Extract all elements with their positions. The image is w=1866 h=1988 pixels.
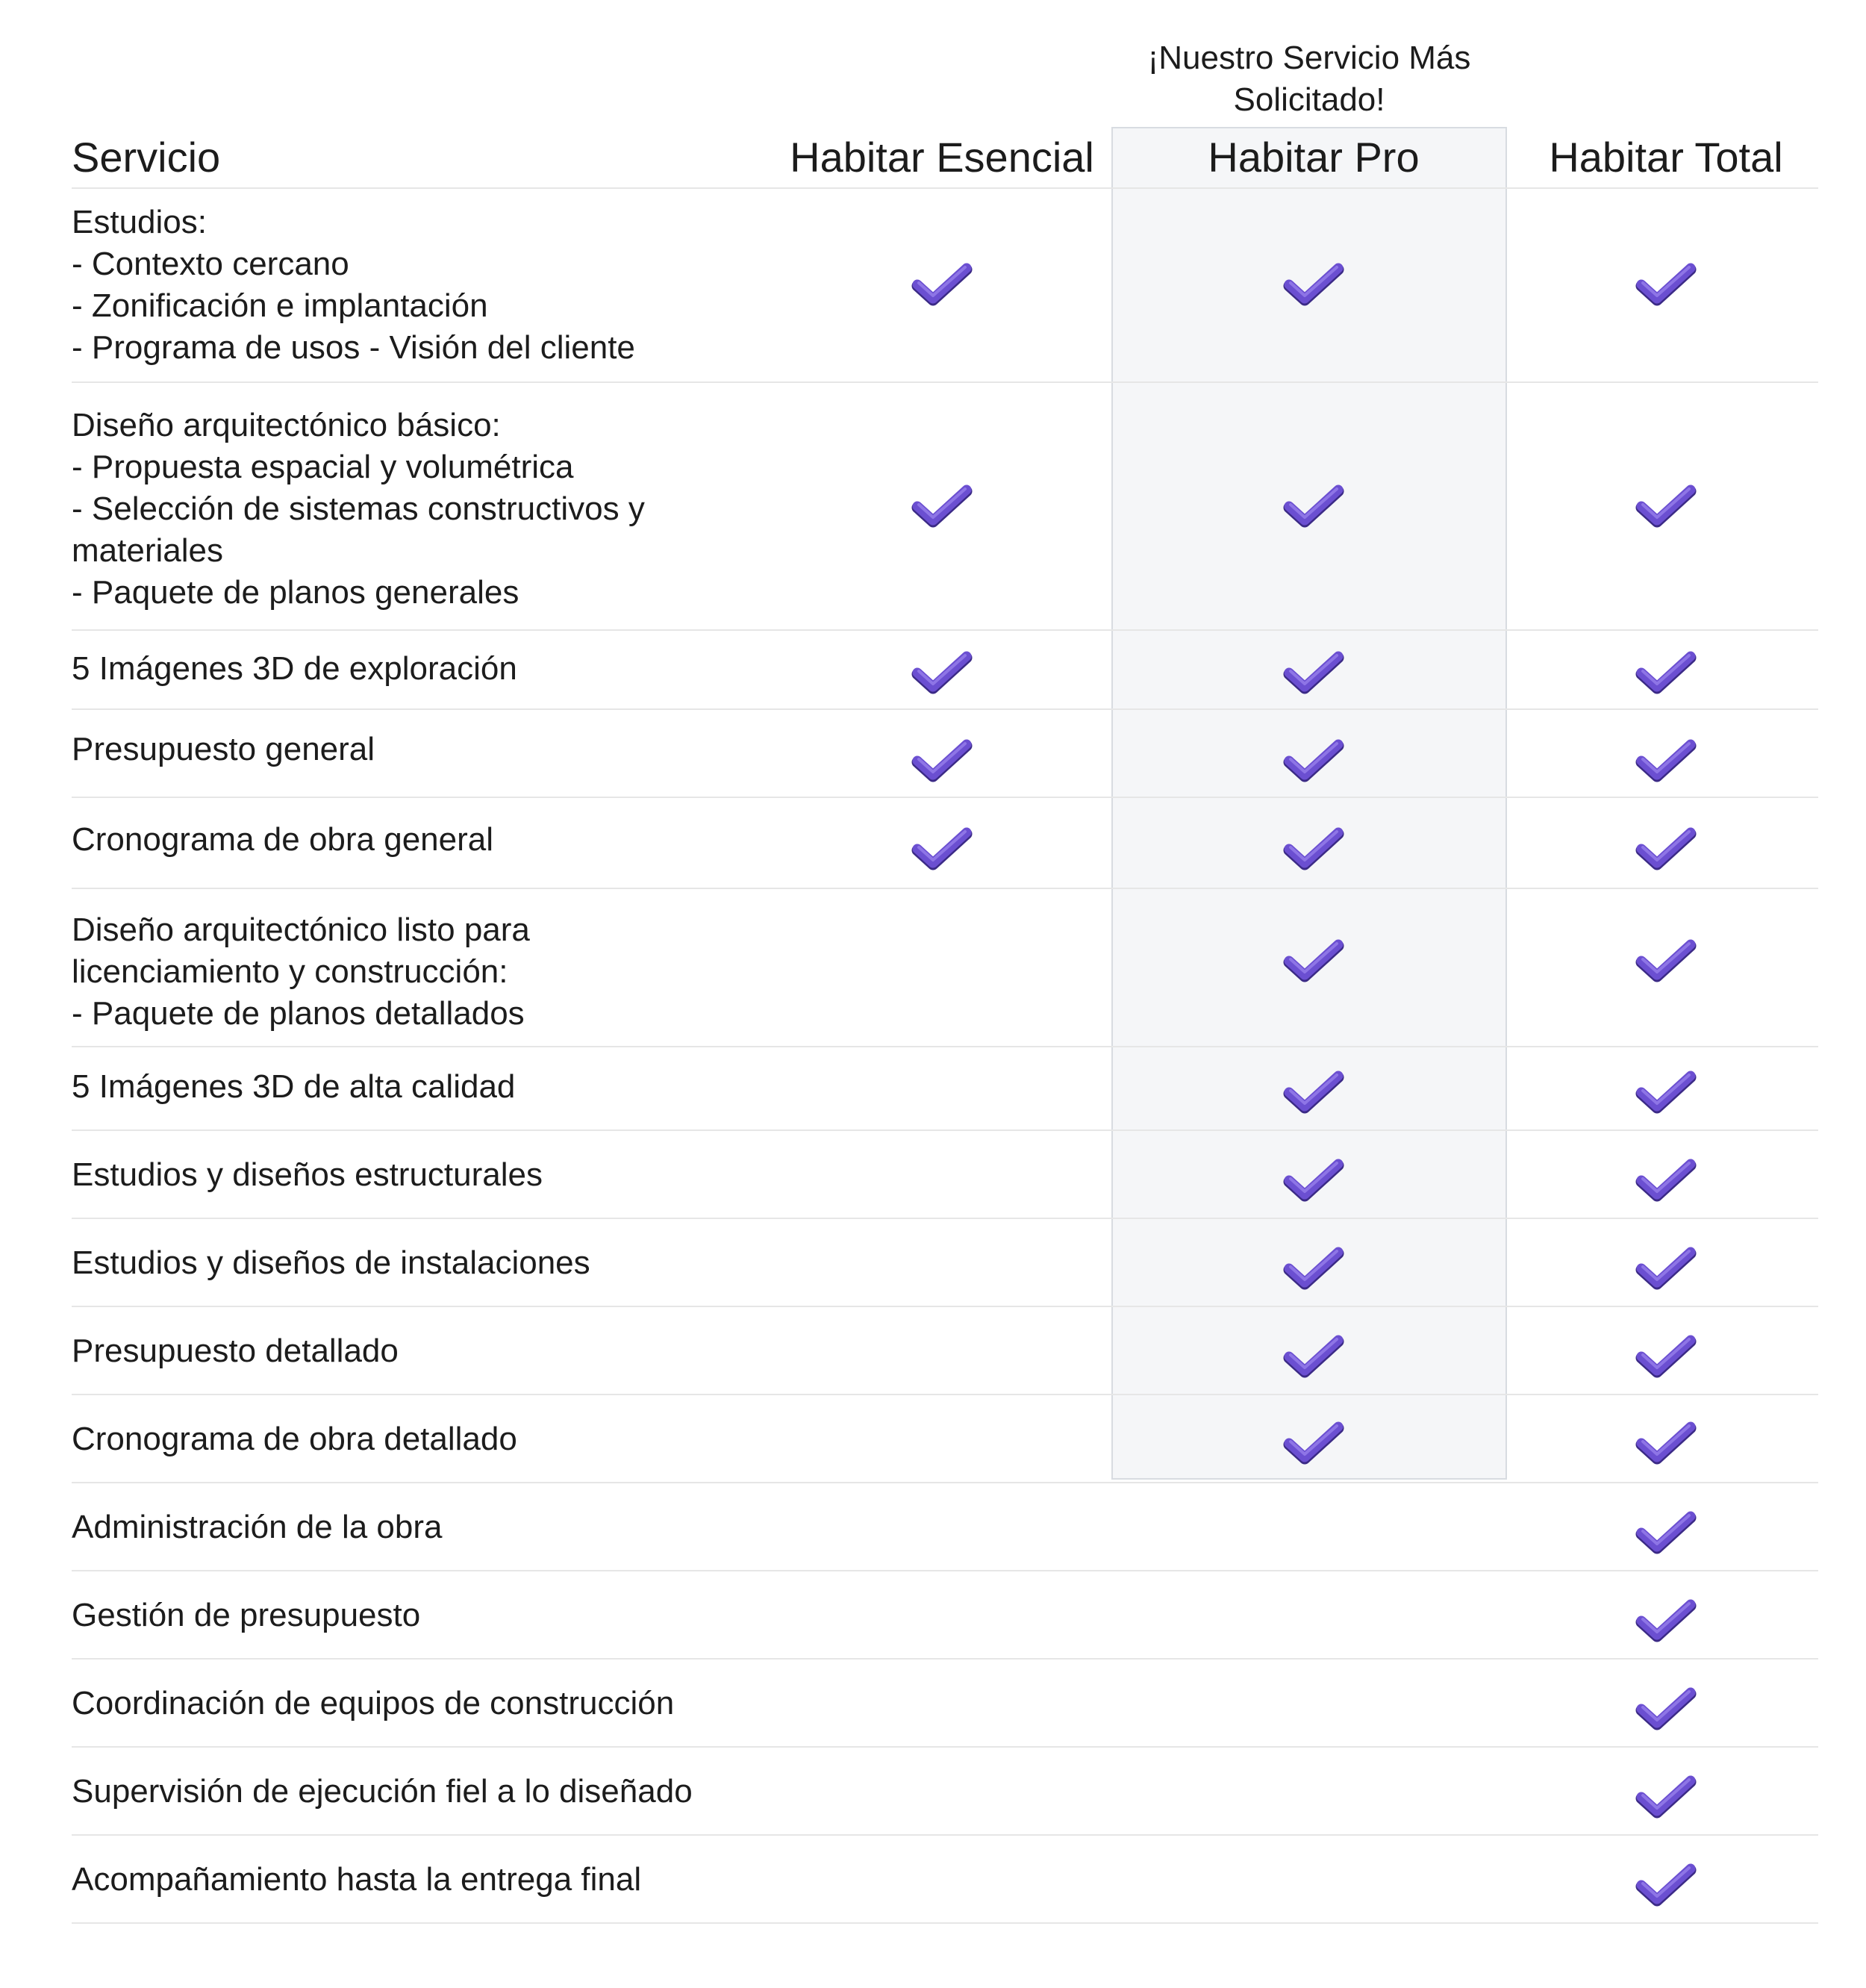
check-icon — [910, 737, 974, 783]
row-label: Presupuesto detallado — [72, 1333, 399, 1369]
row-divider — [72, 381, 1818, 383]
check-icon — [1282, 482, 1346, 529]
plan-header-habitar-pro: Habitar Pro — [1208, 134, 1420, 181]
row-divider — [72, 708, 1818, 710]
plan-header-habitar-esencial: Habitar Esencial — [790, 134, 1094, 181]
service-column-header: Servicio — [72, 134, 221, 181]
row-label: Presupuesto general — [72, 731, 375, 767]
check-icon — [1634, 1509, 1698, 1555]
check-icon — [1634, 1597, 1698, 1643]
check-icon — [1282, 649, 1346, 695]
check-icon — [1282, 937, 1346, 983]
row-divider — [72, 1834, 1818, 1836]
row-label: Estudios y diseños de instalaciones — [72, 1244, 590, 1281]
row-divider — [72, 1570, 1818, 1571]
check-icon — [1634, 1156, 1698, 1203]
check-icon — [1282, 1244, 1346, 1291]
check-icon — [1634, 1333, 1698, 1379]
check-icon — [1634, 1685, 1698, 1731]
most-requested-badge: ¡Nuestro Servicio Más Solicitado! — [1147, 40, 1471, 118]
row-label: Cronograma de obra general — [72, 821, 494, 858]
check-icon — [1282, 1419, 1346, 1465]
check-icon — [910, 261, 974, 307]
row-label: Estudios: - Contexto cercano - Zonificación e implantación - Programa de usos - Visión del cliente — [72, 204, 635, 366]
check-icon — [910, 825, 974, 871]
check-icon — [1634, 649, 1698, 695]
row-divider — [72, 1046, 1818, 1047]
check-icon — [1282, 737, 1346, 783]
check-icon — [910, 482, 974, 529]
row-divider — [72, 1746, 1818, 1748]
row-divider — [72, 1218, 1818, 1219]
check-icon — [1634, 1773, 1698, 1819]
row-divider — [72, 888, 1818, 889]
row-label: Gestión de presupuesto — [72, 1597, 421, 1633]
check-icon — [1634, 825, 1698, 871]
row-label: Supervisión de ejecución fiel a lo diseñado — [72, 1773, 693, 1810]
row-label: Estudios y diseños estructurales — [72, 1156, 543, 1193]
row-divider — [72, 629, 1818, 631]
row-divider — [72, 1482, 1818, 1483]
row-label: 5 Imágenes 3D de exploración — [72, 650, 517, 687]
check-icon — [1282, 825, 1346, 871]
row-divider — [72, 1658, 1818, 1660]
check-icon — [1634, 1861, 1698, 1907]
check-icon — [1282, 1156, 1346, 1203]
row-label: Acompañamiento hasta la entrega final — [72, 1861, 642, 1898]
check-icon — [1634, 937, 1698, 983]
check-icon — [910, 649, 974, 695]
check-icon — [1634, 1419, 1698, 1465]
check-icon — [1634, 1244, 1698, 1291]
plan-header-habitar-total: Habitar Total — [1549, 134, 1783, 181]
row-label: Cronograma de obra detallado — [72, 1421, 517, 1457]
check-icon — [1634, 1068, 1698, 1115]
header-divider — [72, 187, 1818, 189]
row-label: Diseño arquitectónico básico: - Propuesta espacial y volumétrica - Selección de sistemas constructivos y materiales - Paquete de planos generales — [72, 407, 645, 611]
row-divider — [72, 797, 1818, 798]
row-label: Diseño arquitectónico listo para licenciamiento y construcción: - Paquete de planos detallados — [72, 912, 530, 1032]
check-icon — [1282, 261, 1346, 307]
check-icon — [1282, 1333, 1346, 1379]
check-icon — [1282, 1068, 1346, 1115]
row-label: Coordinación de equipos de construcción — [72, 1685, 675, 1721]
check-icon — [1634, 261, 1698, 307]
check-icon — [1634, 482, 1698, 529]
row-label: Administración de la obra — [72, 1509, 443, 1545]
row-divider — [72, 1394, 1818, 1395]
row-label: 5 Imágenes 3D de alta calidad — [72, 1068, 516, 1105]
row-divider — [72, 1922, 1818, 1924]
row-divider — [72, 1129, 1818, 1131]
row-divider — [72, 1306, 1818, 1307]
check-icon — [1634, 737, 1698, 783]
